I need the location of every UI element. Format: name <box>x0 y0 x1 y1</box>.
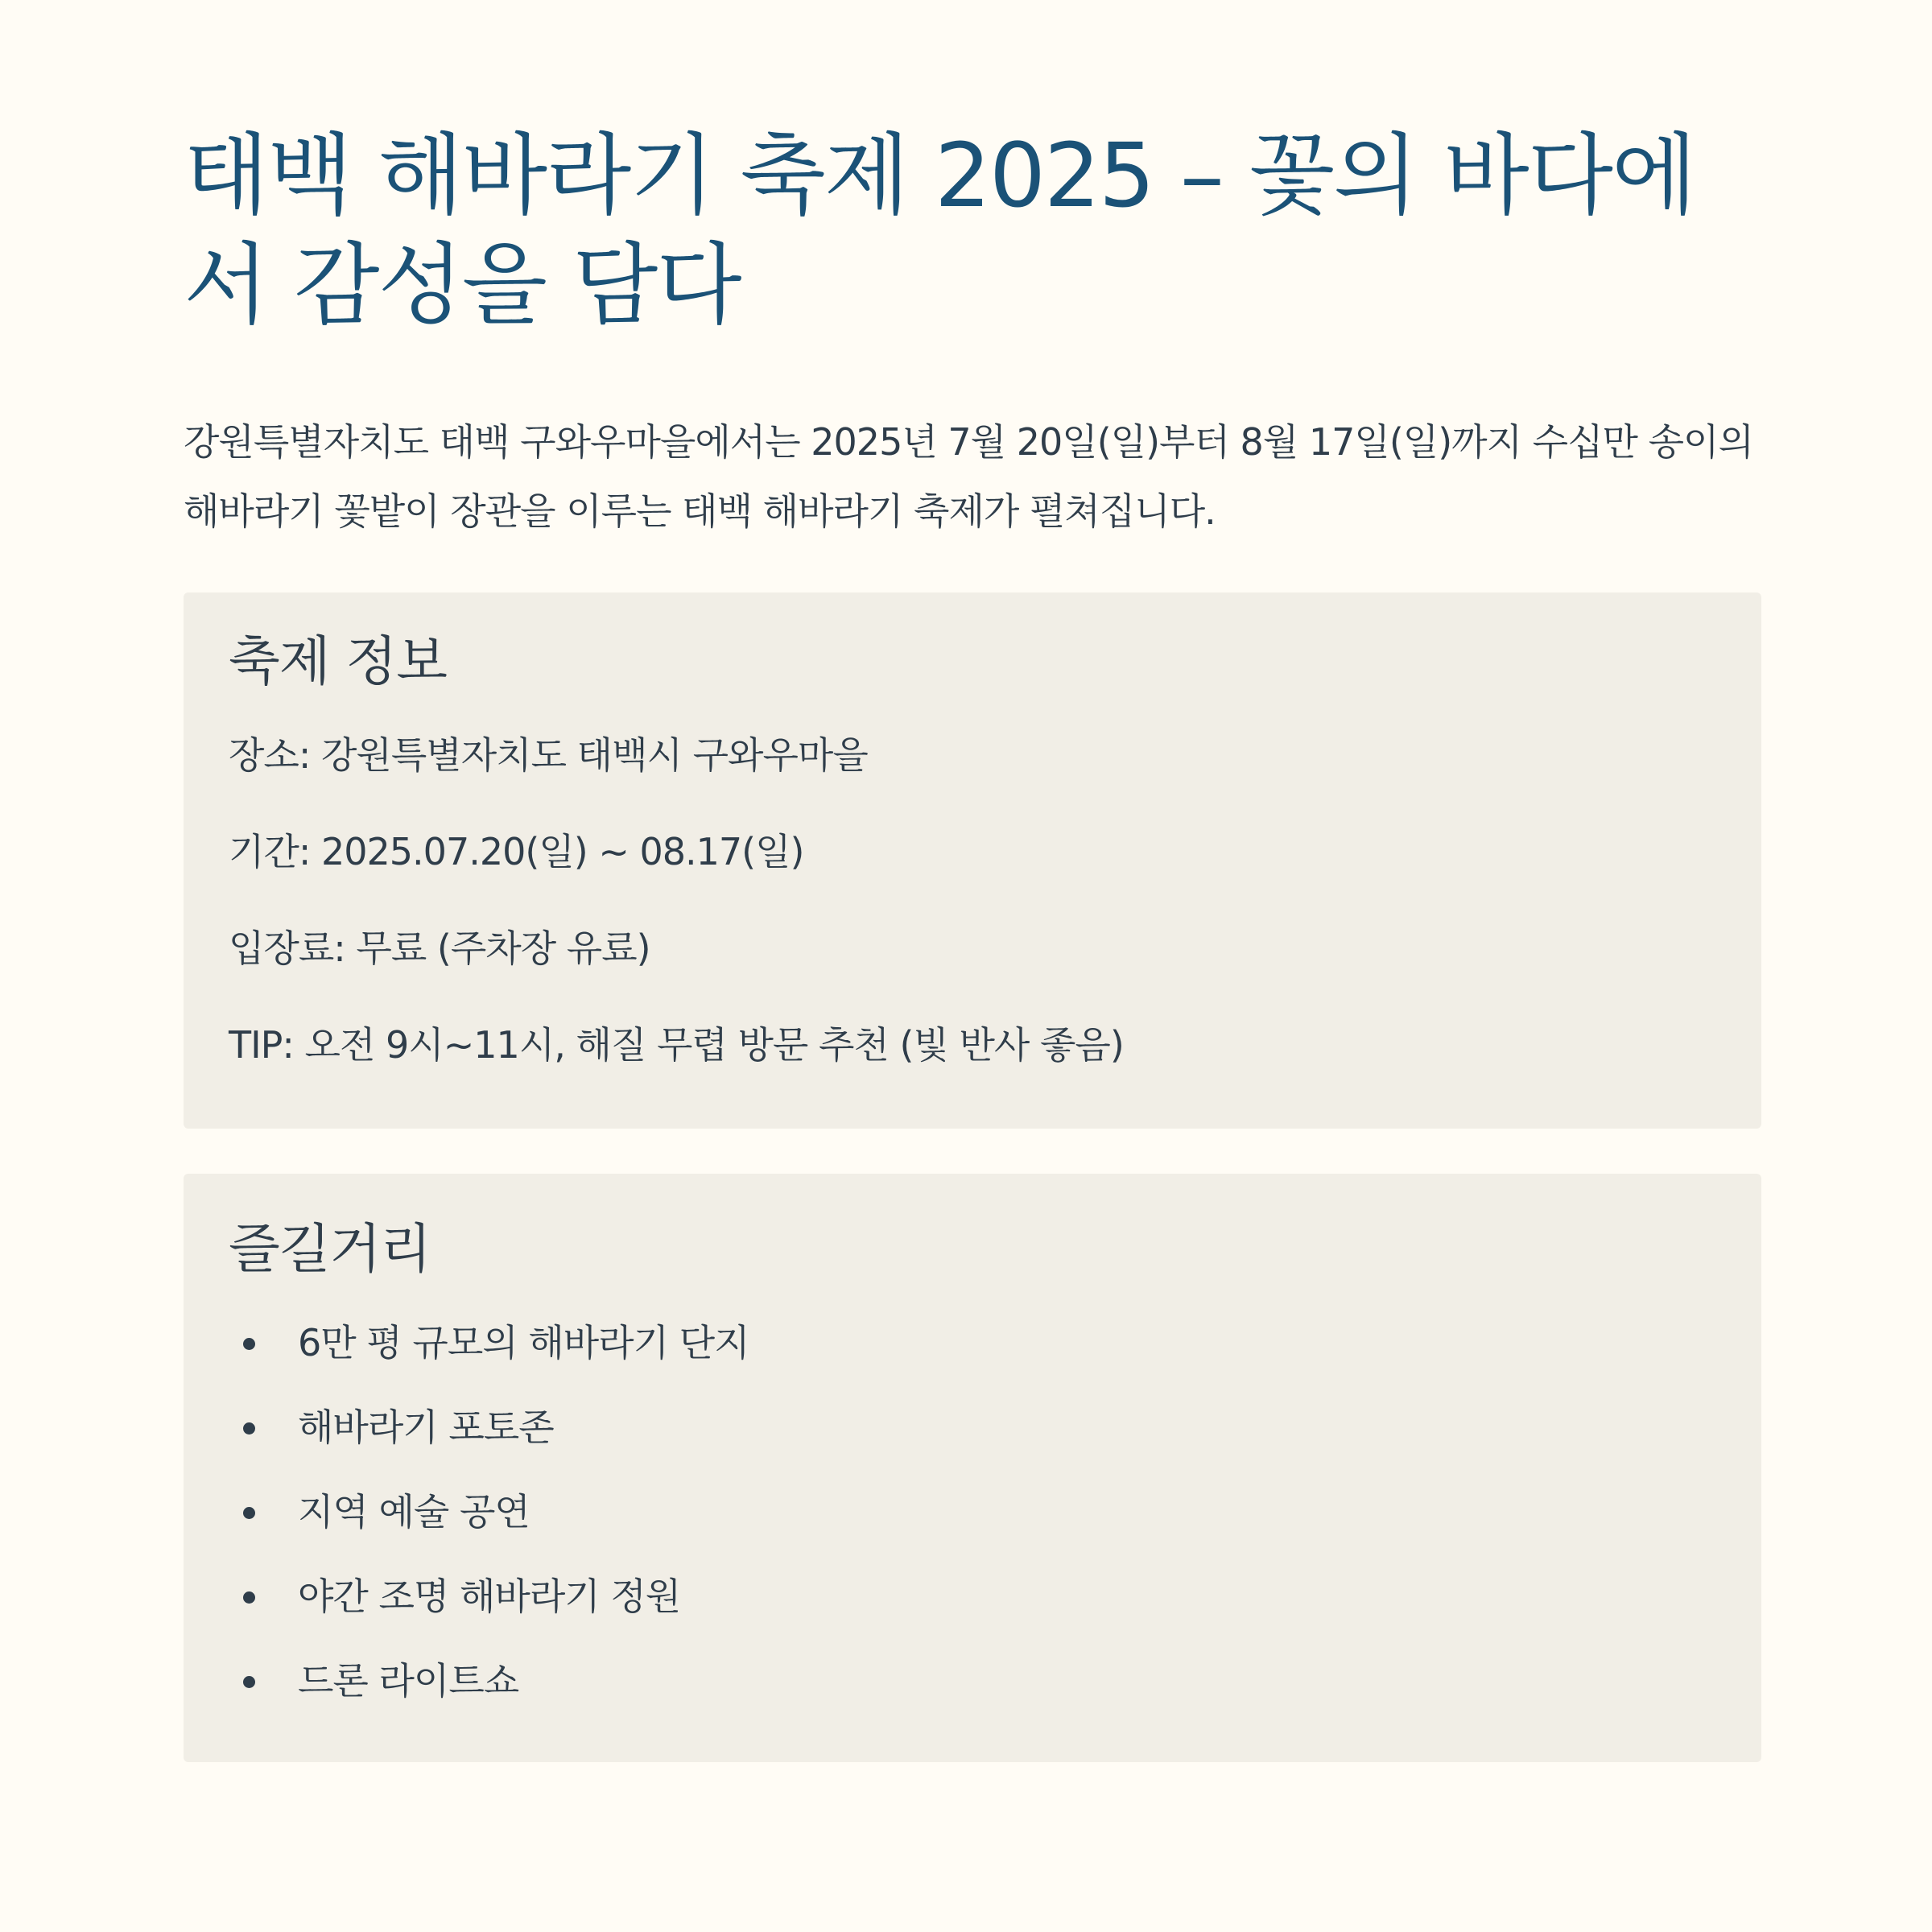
list-item-label: 6만 평 규모의 해바라기 단지 <box>298 1321 749 1364</box>
bullet-icon <box>243 1507 255 1519</box>
list-item <box>229 1301 1716 1385</box>
list-item-label: 드론 라이트쇼 <box>298 1659 519 1703</box>
festival-info-card <box>184 592 1761 1129</box>
info-tip: TIP: 오전 9시~11시, 해질 무렵 방문 추천 (빛 반사 좋음) <box>229 1023 1124 1067</box>
info-location: 장소: 강원특별자치도 태백시 구와우마을 <box>229 733 868 777</box>
page-title: 태백 해바라기 축제 2025 – 꽃의 바다에서 감성을 담다 <box>184 124 1696 336</box>
info-period: 기간: 2025.07.20(일) ~ 08.17(일) <box>229 830 804 873</box>
list-item-label: 지역 예술 공연 <box>298 1490 530 1534</box>
bullet-icon <box>243 1422 255 1435</box>
list-item-label: 해바라기 포토존 <box>298 1406 554 1449</box>
list-item <box>229 1385 1716 1470</box>
attractions-heading: 즐길거리 <box>229 1218 431 1280</box>
article <box>184 121 1761 1762</box>
info-admission: 입장료: 무료 (주차장 유료) <box>229 927 650 970</box>
list-item-label: 야간 조명 해바라기 정원 <box>298 1575 681 1618</box>
festival-info-heading: 축제 정보 <box>229 630 448 692</box>
attractions-card <box>184 1174 1761 1762</box>
bullet-icon <box>243 1338 255 1350</box>
bullet-icon <box>243 1676 255 1688</box>
intro-paragraph: 강원특별자치도 태백 구와우마을에서는 2025년 7월 20일(일)부터 8월 17일(일)까지 수십만 송이의 해바라기 꽃밭이 장관을 이루는 태백 해바라기 축제가 펼쳐집니다. <box>184 420 1753 533</box>
list-item <box>229 1470 1716 1554</box>
bullet-icon <box>243 1591 255 1604</box>
list-item <box>229 1639 1716 1724</box>
attractions-list <box>229 1301 1716 1724</box>
list-item <box>229 1554 1716 1639</box>
